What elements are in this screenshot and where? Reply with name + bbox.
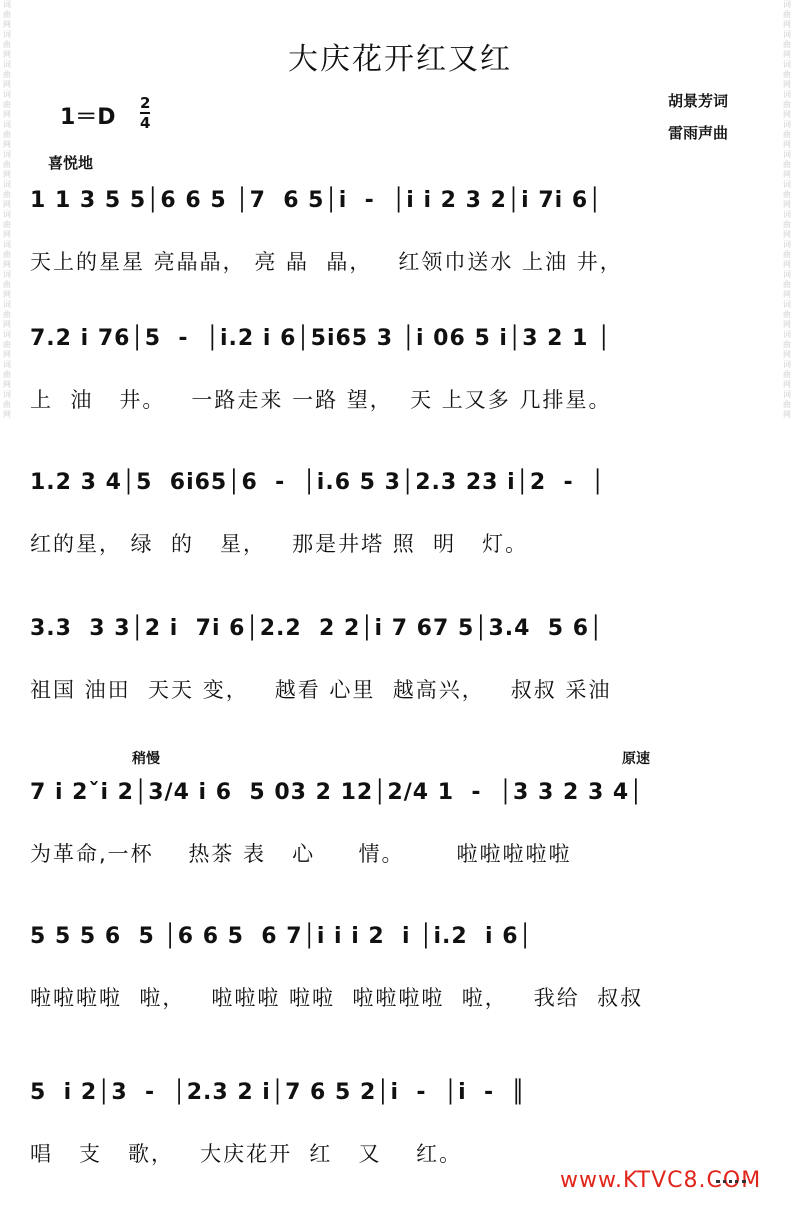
composer-credit: 雷雨声曲 <box>668 124 729 142</box>
notation-line-6: 5 5 5 6 5 │6 6 5 6 7│i i i 2 i │i.2 i 6│ <box>30 924 533 949</box>
notation-line-3: 1.2 3 4│5 6i65│6 - │i.6 5 3│2.3 23 i│2 - │ <box>30 470 606 495</box>
lyricist-credit: 胡景芳词 <box>668 92 729 110</box>
original-tempo-mark: 原速 <box>622 751 650 767</box>
lyric-line-2: 上 油 井。 一路走来 一路 望， 天 上又多 几排星。 <box>30 388 612 412</box>
lyric-line-1: 天上的星星 亮晶晶， 亮 晶 晶， 红领巾送水 上油 井， <box>30 250 623 274</box>
slow-mark: 稍慢 <box>132 751 160 767</box>
site-watermark: www.KTVC8.COM <box>560 1168 762 1193</box>
side-watermark-right: 词曲网词曲网词曲网词曲网词曲网词曲网词曲网词曲网词曲网词曲网词曲网词曲网词曲网词曲网 <box>783 0 791 419</box>
lyric-line-6: 啦啦啦啦 啦， 啦啦啦 啦啦 啦啦啦啦 啦， 我给 叔叔 <box>30 986 644 1010</box>
song-title: 大庆花开红又红 <box>288 42 512 77</box>
time-top: 2 <box>140 94 151 112</box>
time-signature <box>140 95 150 131</box>
notation-line-5: 7 i 2ˇi 2│3/4 i 6 5 03 2 12│2/4 1 - │3 3 2 3 4│ <box>30 780 644 805</box>
notation-line-2: 7.2 i 76│5 - │i.2 i 6│5i65 3 │i 06 5 i│3 2 1 │ <box>30 326 612 351</box>
lyric-line-5: 为革命,一杯 热茶 表 心 情。 啦啦啦啦啦 <box>30 842 572 866</box>
watermark-dots <box>716 1180 746 1187</box>
notation-line-7: 5 i 2│3 - │2.3 2 i│7 6 5 2│i - │i - ║ <box>30 1080 526 1105</box>
lyric-line-4: 祖国 油田 天天 变， 越看 心里 越高兴， 叔叔 采油 <box>30 678 612 702</box>
tempo-mark: 喜悦地 <box>48 154 94 172</box>
key-signature: 1＝D <box>60 105 116 130</box>
side-watermark-left: 词曲网词曲网词曲网词曲网词曲网词曲网词曲网词曲网词曲网词曲网词曲网词曲网词曲网词曲网 <box>3 0 11 419</box>
notation-line-1: 1 1 3 5 5│6 6 5 │7 6 5│i - │i i 2 3 2│i 7i 6│ <box>30 188 603 213</box>
lyric-line-3: 红的星， 绿 的 星， 那是井塔 照 明 灯。 <box>30 532 529 556</box>
lyric-line-7: 唱 支 歌， 大庆花开 红 又 红。 <box>30 1142 463 1166</box>
notation-line-4: 3.3 3 3│2 i 7i 6│2.2 2 2│i 7 67 5│3.4 5 6│ <box>30 616 604 641</box>
time-bottom: 4 <box>140 114 151 132</box>
